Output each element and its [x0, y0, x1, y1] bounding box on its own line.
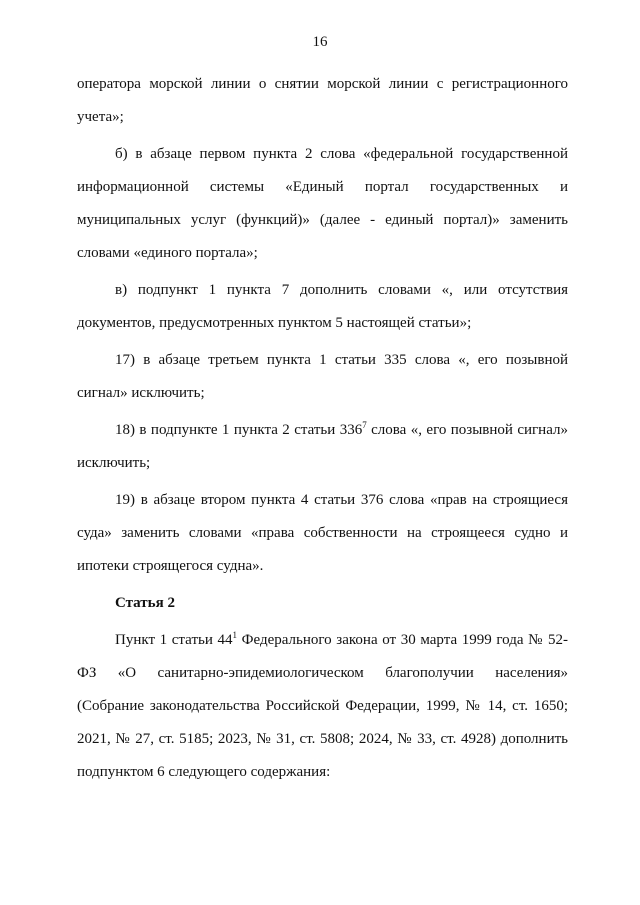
paragraph-item-19: 19) в абзаце втором пункта 4 статьи 376 слова «прав на строящиеся суда» заменить словами «права собственности на строящееся судно и ипотеки строящегося судна».: [77, 492, 568, 574]
paragraph-item-18: [77, 414, 568, 480]
page-number: 16: [312, 34, 328, 50]
article-paragraph: [77, 624, 568, 789]
article-paragraph-end: Федерального закона от 30 марта 1999 года № 52-ФЗ «О санитарно-эпидемиологическом благополучии населения» (Собрание законодательства Российской Федерации, 1999, № 14, ст. 1650; 2021, № 27, ст. 5185; 2023, № 31, ст. 5808; 2024, № 33, ст. 4928) дополнить подпунктом 6 следующего содержания:: [77, 632, 568, 780]
paragraph-item-v: в) подпункт 1 пункта 7 дополнить словами «, или отсутствия документов, предусмотренных пунктом 5 настоящей статьи»;: [77, 282, 568, 331]
paragraph-item-17: 17) в абзаце третьем пункта 1 статьи 335 слова «, его позывной сигнал» исключить;: [77, 352, 568, 401]
article-heading: Статья 2: [115, 595, 175, 611]
paragraph-item-b: б) в абзаце первом пункта 2 слова «федеральной государственной информационной системы «Единый портал государственных и муниципальных услуг (функций)» (далее - единый портал)» заменить словами «единого портала»;: [77, 146, 568, 261]
document-body: [77, 68, 568, 793]
article-paragraph-start: Пункт 1 статьи 44: [115, 632, 233, 648]
superscript-7: 7: [362, 420, 367, 430]
superscript-1: 1: [232, 630, 238, 640]
paragraph-item-18-start: 18) в подпункте 1 пункта 2 статьи 336: [115, 422, 363, 438]
paragraph-continuation: оператора морской линии о снятии морской линии с регистрационного учета»;: [77, 76, 568, 125]
paragraph-item-18-end: слова «, его позывной сигнал» исключить;: [77, 422, 568, 471]
